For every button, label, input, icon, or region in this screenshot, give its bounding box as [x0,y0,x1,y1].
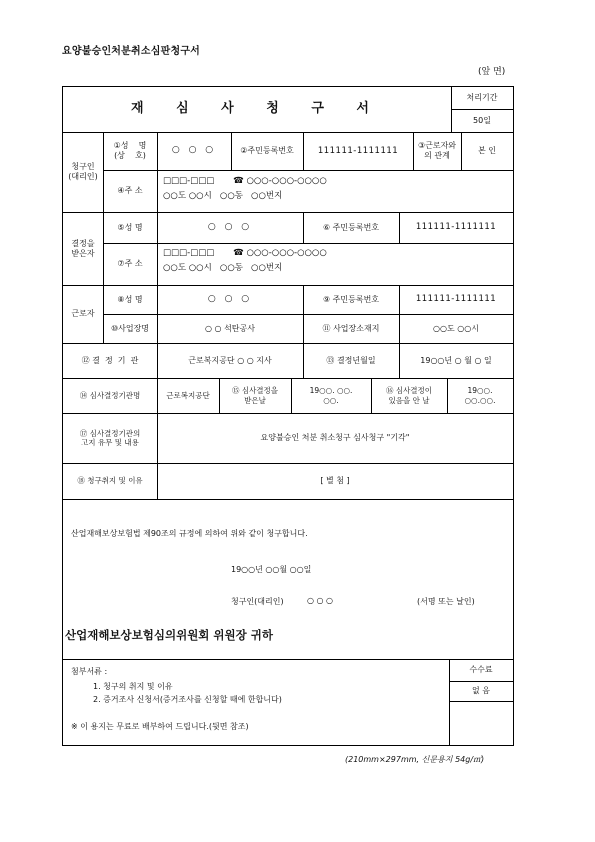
claimant-relation-value: 본 인 [478,146,496,155]
respondent-name-value: ○ ○ ○ [207,221,253,232]
worker-name-label: ⑧성 명 [117,294,143,304]
paper-spec-footer: (210mm×297mm, 신문용지 54g/㎡) [345,755,485,764]
decision-agency-value: 근로복지공단 ○ ○ 지사 [188,355,272,365]
claimant-regno-label: ②주민등록번호 [240,146,294,155]
form-title: 재 심 사 청 구 서 [131,101,383,117]
sign-date: 19○○년 ○○월 ○○일 [231,565,312,574]
form-frame [62,86,514,746]
review-received-value: 19○○. ○○. ○○. [309,386,353,405]
attachments-title: 첨부서류 : [71,667,108,676]
free-distribution-note: ※ 이 용지는 무료로 배부하여 드립니다.(뒷면 참조) [71,722,249,731]
claimant-name-value: ○ ○ ○ [171,145,217,156]
claimant-regno-value: 111111-1111111 [317,145,399,156]
respondent-regno-label: ⑥ 주민등록번호 [322,222,380,232]
review-agency-label: ⑭ 심사결정기관명 [79,390,141,400]
claimant-relation-label: ③근로자와 의 관계 [417,141,457,160]
worker-group-label: 근로자 [71,309,95,318]
decision-date-value: 19○○년 ○ 월 ○ 일 [420,355,492,365]
respondent-address-label: ⑦주 소 [117,259,143,268]
processing-period-value: 50일 [473,115,491,125]
workplace-location-value: ○○도 ○○시 [433,323,479,333]
respondent-address-line1: □□□-□□□ ☎ ○○○-○○○-○○○○ [163,248,327,258]
claimant-name-label: ①성 명 (상 호) [113,141,147,160]
claimant-address-label: ④주 소 [117,186,143,195]
review-known-value: 19○○. ○○.○○. [464,386,496,405]
claimant-group-label: 청구인 (대리인) [68,162,98,181]
sign-note: (서명 또는 날인) [417,597,475,606]
notice-label: ⑰ 심사결정기관의 고지 유무 및 내용 [79,428,141,447]
signer-value: ○ ○ ○ [307,596,334,605]
respondent-regno-value: 111111-1111111 [415,222,497,233]
notice-value: 요양불승인 처분 취소청구 심사청구 "기각" [260,433,410,442]
purpose-value: [ 별 첨 ] [320,476,350,485]
page-side-label: (앞 면) [478,67,506,77]
purpose-label: ⑱ 청구취지 및 이유 [77,476,143,486]
review-agency-value: 근로복지공단 [166,390,210,400]
respondent-group-label: 결정을 받은자 [71,238,95,258]
workplace-value: ○ ○ 석탄공사 [205,323,255,333]
processing-period-label: 처리기간 [466,93,498,102]
worker-name-value: ○ ○ ○ [207,293,253,304]
signer-label: 청구인(대리인) [231,597,284,606]
worker-regno-label: ⑨ 주민등록번호 [322,294,380,304]
decision-date-label: ⑬ 결정년월일 [326,355,376,365]
fee-label: 수수료 [469,665,493,674]
respondent-address-line2: ○○도 ○○시 ○○동 ○○번지 [163,263,283,273]
workplace-label: ⑩사업장명 [110,323,150,333]
review-known-label: ⑯ 심사결정이 있음을 안 날 [385,386,433,405]
claimant-address-line2: ○○도 ○○시 ○○동 ○○번지 [163,191,283,201]
attachment-item-2: 2. 증거조사 신청서(증거조사를 신청할 때에 한합니다) [93,695,282,704]
statement-text: 산업재해보상보험법 제90조의 규정에 의하여 위와 같이 청구합니다. [71,529,308,538]
document-title: 요양불승인처분취소심판청구서 [62,46,201,57]
decision-agency-label: ⑫ 결 정 기 관 [81,355,139,365]
workplace-location-label: ⑪ 사업장소재지 [322,323,380,333]
review-received-label: ⑮ 심사결정을 받은날 [231,386,279,405]
worker-regno-value: 111111-1111111 [415,294,497,305]
claimant-address-line1: □□□-□□□ ☎ ○○○-○○○-○○○○ [163,176,327,186]
fee-value: 없 음 [472,686,490,695]
respondent-name-label: ⑤성 명 [117,222,143,232]
attachment-item-1: 1. 청구의 취지 및 이유 [93,682,173,691]
addressee: 산업재해보상보험심의위원회 위원장 귀하 [65,628,273,642]
